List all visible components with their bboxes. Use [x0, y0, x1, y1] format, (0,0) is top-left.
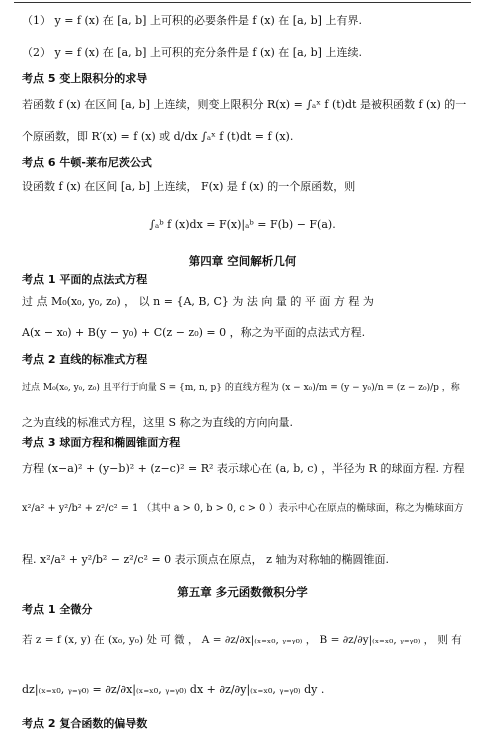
text-line-2: （2） y = f (x) 在 [a, b] 上可积的充分条件是 f (x) 在 [a, b] 上连续. [22, 46, 362, 59]
text-line-10: 方程 (x−a)² + (y−b)² + (z−c)² = R² 表示球心在 (a, b, c) ，半径为 R 的球面方程. 方程 [22, 462, 465, 475]
text-line-8: 过点 M₀(x₀, y₀, z₀) 且平行于向量 S = {m, n, p} 的直线方程为 (x − x₀)/m = (y − y₀)/n = (z − z₀)/p ，称 [22, 383, 460, 393]
section-heading-6: 考点 6 牛顿-莱布尼茨公式 [22, 156, 152, 169]
section-heading-3: 考点 3 球面方程和椭圆锥面方程 [22, 436, 181, 449]
chapter-title-5: 第五章 多元函数微积分学 [177, 585, 308, 599]
text-line-13: 若 z = f (x, y) 在 (x₀, y₀) 处 可 微 ， A = ∂z/∂x|₍ₓ₌ₓ₀, ᵧ₌ᵧ₀₎ ， B = ∂z/∂y|₍ₓ₌ₓ₀, ᵧ₌ᵧ₀₎ ， 则 有 [22, 634, 462, 646]
formula-newton-leibniz: ∫ₐᵇ f (x)dx = F(x)|ₐᵇ = F(b) − F(a). [149, 218, 336, 231]
text-line-7: A(x − x₀) + B(y − y₀) + C(z − z₀) = 0 ，称之为平面的点法式方程. [22, 326, 366, 339]
text-line-12: 程. x²/a² + y²/b² − z²/c² = 0 表示顶点在原点， z 轴为对称轴的椭圆锥面. [22, 553, 389, 566]
text-line-6: 过 点 M₀(x₀, y₀, z₀) ， 以 n = {A, B, C} 为 法 向 量 的 平 面 方 程 为 [22, 295, 374, 308]
text-line-3: 若函数 f (x) 在区间 [a, b] 上连续，则变上限积分 R(x) = ∫ₐˣ f (t)dt 是被积函数 f (x) 的一 [22, 98, 467, 111]
top-rule [14, 2, 471, 3]
section-heading-1b: 考点 1 全微分 [22, 603, 93, 616]
text-line-11: x²/a² + y²/b² + z²/c² = 1 （其中 a > 0, b > 0, c > 0 ）表示中心在原点的椭球面，称之为椭球面方 [22, 503, 464, 514]
text-line-1: （1） y = f (x) 在 [a, b] 上可积的必要条件是 f (x) 在 [a, b] 上有界. [22, 14, 362, 27]
section-heading-1: 考点 1 平面的点法式方程 [22, 273, 148, 286]
text-line-14: dz|₍ₓ₌ₓ₀, ᵧ₌ᵧ₀₎ = ∂z/∂x|₍ₓ₌ₓ₀, ᵧ₌ᵧ₀₎ dx + ∂z/∂y|₍ₓ₌ₓ₀, ᵧ₌ᵧ₀₎ dy . [22, 683, 325, 696]
section-heading-2b: 考点 2 复合函数的偏导数 [22, 717, 148, 730]
section-heading-2: 考点 2 直线的标准式方程 [22, 353, 148, 366]
chapter-title-4: 第四章 空间解析几何 [188, 254, 297, 268]
text-line-9: 之为直线的标准式方程，这里 S 称之为直线的方向向量. [22, 416, 294, 429]
text-line-4: 个原函数，即 R′(x) = f (x) 或 d/dx ∫ₐˣ f (t)dt = f (x). [22, 130, 294, 143]
section-heading-5: 考点 5 变上限积分的求导 [22, 72, 148, 85]
text-line-5: 设函数 f (x) 在区间 [a, b] 上连续， F(x) 是 f (x) 的一个原函数，则 [22, 180, 356, 193]
